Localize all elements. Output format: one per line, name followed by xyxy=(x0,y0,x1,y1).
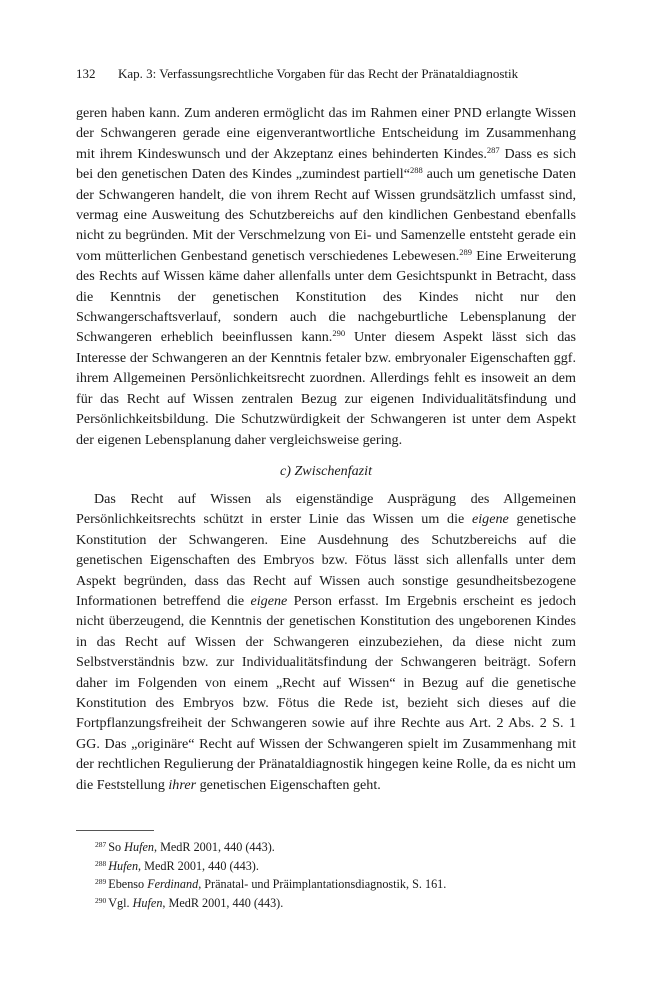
text-run: Person erfasst. Im Ergebnis erscheint es jedoch nicht überzeugend, die Kenntnis der genetischen Konstitution des ungeborenen Kindes in das Recht auf Wissen der Schwangeren einzubeziehen, da diese nicht zum Selbstverständnis bzw. zur Individualitätsfindung der Schwangeren beiträgt. Sofern daher im Folgenden von einem „Recht auf Wissen“ in Bezug auf die genetische Konstitution des Embryos bzw. Fötus die Rede ist, bezieht sich dieses auf die Fortpflanzungsfreiheit der Schwangeren sowie auf ihre Rechte aus Art. 2 Abs. 2 S. 1 GG. Das „originäre“ Recht auf Wissen der Schwangeren spielt im Zusammenhang mit der rechtlichen Regulierung der Pränataldiagnostik hingegen keine Rolle, da es nicht um die Feststellung xyxy=(76,593,576,793)
footnote-text: , Pränatal- und Präimplantationsdiagnostik, S. 161. xyxy=(198,877,447,891)
footnote-ref[interactable]: 289 xyxy=(459,246,473,257)
footnote-author: Hufen xyxy=(132,895,163,910)
footnote-author: Ferdinand xyxy=(147,877,199,891)
text-run: genetische Konstitution der Schwangeren. Eine Ausdehnung des Schutzbereichs auf die genetischen Eigenschaften des Embryos bzw. Fötus lässt sich allenfalls unter dem Aspekt begründen, dass das Recht auf Wissen auch sonstige gesundheitsbezogene Informationen betreffend die xyxy=(76,511,576,610)
body-paragraph-1 xyxy=(76,103,576,450)
footnote-author: Hufen xyxy=(124,840,154,854)
section-heading: c) Zwischenfazit xyxy=(280,463,372,479)
text-run: Dass es sich bei den genetischen Daten des Kindes „zumindest partiell“ xyxy=(76,145,576,183)
footnote-ref[interactable]: 290 xyxy=(332,328,346,339)
running-header xyxy=(76,66,576,82)
body-paragraph-2 xyxy=(76,489,576,795)
footnote-text: , MedR 2001, 440 (443). xyxy=(162,895,284,910)
footnotes xyxy=(95,838,575,912)
footnote-author: Hufen xyxy=(108,858,139,873)
text-run: auch um genetische Daten der Schwangeren handelt, die von ihrem Recht auf Wissen grundsätzlich umfasst sind, vermag eine Ausweitung des Schutzbereichs auf den kindlichen Genbestand ebenfalls nicht zu begründen. Mit der Verschmelzung von Ei- und Samenzelle entsteht gerade ein vom mütterlichen Genbestand genetisch verschiedenes Lebewesen. xyxy=(76,166,576,264)
footnote-text: So xyxy=(108,840,125,854)
footnote-text: Ebenso xyxy=(108,877,148,891)
page-number: 132 xyxy=(76,66,96,81)
emphasis: eigene xyxy=(250,593,288,610)
text-run: Unter diesem Aspekt lässt sich das Interesse der Schwangeren an der Kenntnis fetaler bzw. embryonaler Eigenschaften ggf. ihrem Allgemeinen Persönlichkeitsrecht zuordnen. Allerdings fehlt es insoweit an dem für das Recht auf Wissen zentralen Bezug zur eigenen Individualitätsfindung und Persönlichkeitsbildung. Die Schutzwürdigkeit der Schwangeren ist unter dem Aspekt der eigenen Lebensplanung daher vergleichsweise gering. xyxy=(76,329,576,448)
emphasis: eigene xyxy=(472,511,509,528)
emphasis: ihrer xyxy=(168,776,197,793)
footnote-separator xyxy=(76,830,154,831)
footnote xyxy=(95,838,575,857)
text-run: geren haben kann. Zum anderen ermöglicht das im Rahmen einer PND erlangte Wissen der Schwangeren gerade eine eigenverantwortliche Entscheidung im Zusammenhang mit ihrem Kindeswunsch und der Akzeptanz eines behinderten Kindes. xyxy=(76,105,576,162)
footnote xyxy=(95,894,575,913)
text-run: Das Recht auf Wissen als eigenständige Ausprägung des Allgemeinen Persönlichkeitsrechts schützt in erster Linie das Wissen um die xyxy=(76,491,576,528)
running-title: Kap. 3: Verfassungsrechtliche Vorgaben für das Recht der Pränataldiagnostik xyxy=(118,66,519,81)
text-run: genetischen Eigenschaften geht. xyxy=(196,776,381,793)
footnote-ref[interactable]: 287 xyxy=(486,144,500,155)
footnote-number: 290 xyxy=(95,895,107,905)
footnote-text: , MedR 2001, 440 (443). xyxy=(153,840,275,854)
footnote-number: 289 xyxy=(95,877,107,886)
text-run: Eine Erweiterung des Rechts auf Wissen käme daher allenfalls unter dem Gesichtspunkt in Betracht, dass die Kenntnis der genetischen Konstitution des Kindes nicht nur den Schwangerschaftsverlauf, sondern auch die nachgeburtliche Lebensplanung der Schwangeren erheblich beeinflussen kann. xyxy=(76,247,577,346)
footnote-text: , MedR 2001, 440 (443). xyxy=(138,858,259,873)
footnote-text: Vgl. xyxy=(108,895,133,910)
footnote-number: 287 xyxy=(95,840,107,849)
footnote xyxy=(95,875,575,894)
footnote xyxy=(95,857,575,876)
footnote-ref[interactable]: 288 xyxy=(409,165,423,176)
footnote-number: 288 xyxy=(95,858,107,868)
